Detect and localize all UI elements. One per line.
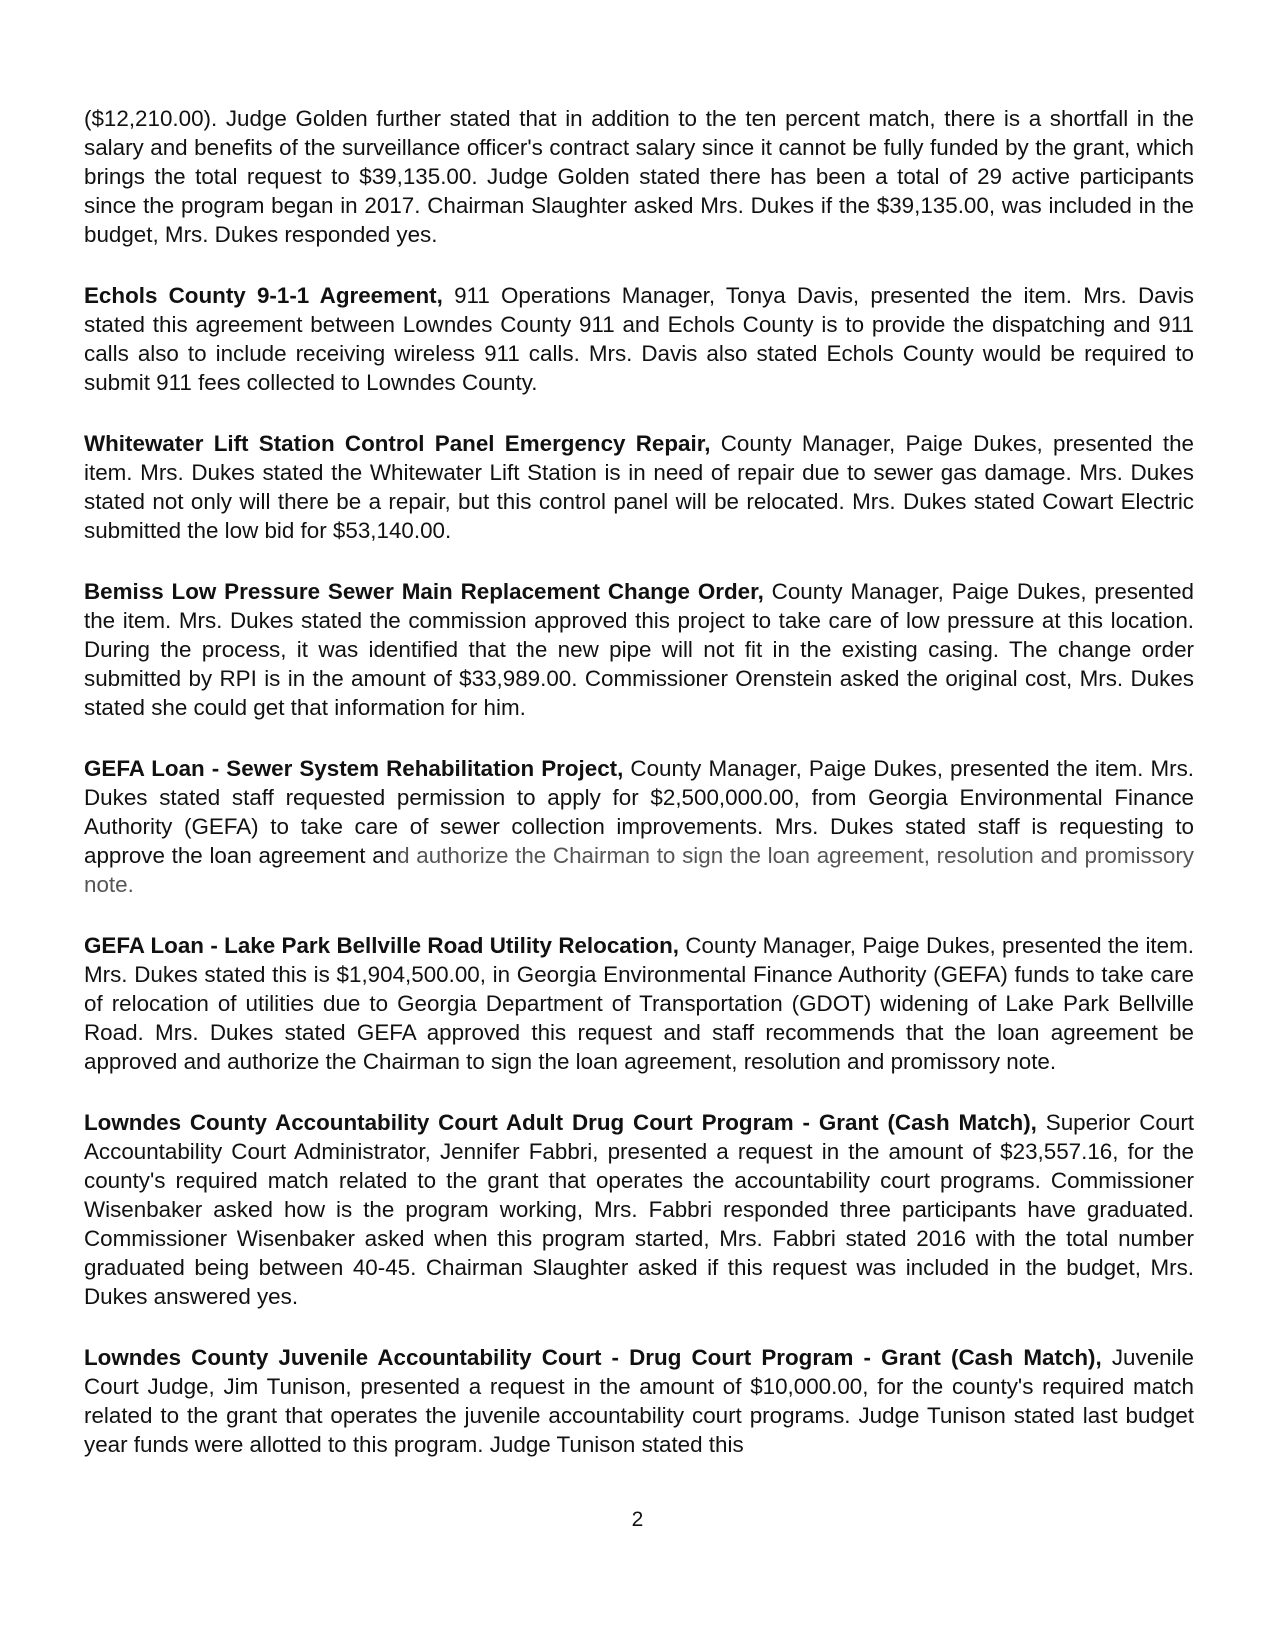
minutes-page	[84, 104, 1194, 1491]
paragraph-title: Bemiss Low Pressure Sewer Main Replacement Change Order,	[84, 579, 764, 604]
paragraph-title: GEFA Loan - Lake Park Bellville Road Utility Relocation,	[84, 933, 679, 958]
page-number: 2	[631, 1508, 644, 1531]
paragraph-text: County Manager, Paige Dukes, presented the item. Mrs. Dukes stated staff requested permission to apply for $2,500,000.00, from Georgia Environmental Finance Authority (GEFA) to take care of sewer collection improvements. Mrs. Dukes stated staff is requesting to approve the loan agreement an	[84, 756, 1194, 868]
paragraph-adult-drug-court	[84, 1108, 1194, 1311]
paragraph-continuation	[84, 104, 1194, 249]
paragraph-juvenile-drug-court	[84, 1343, 1194, 1459]
paragraph-title: Whitewater Lift Station Control Panel Emergency Repair,	[84, 431, 711, 456]
paragraph-text: County Manager, Paige Dukes, presented the item. Mrs. Dukes stated the Whitewater Lift Station is in need of repair due to sewer gas damage. Mrs. Dukes stated not only will there be a repair, but this control panel will be relocated. Mrs. Dukes stated Cowart Electric submitted the low bid for $53,140.00.	[84, 431, 1194, 543]
paragraph-text: Superior Court Accountability Court Administrator, Jennifer Fabbri, presented a request in the amount of $23,557.16, for the county's required match related to the grant that operates the accountability court programs. Commissioner Wisenbaker asked how is the program working, Mrs. Fabbri responded three participants have graduated. Commissioner Wisenbaker asked when this program started, Mrs. Fabbri stated 2016 with the total number graduated being between 40-45. Chairman Slaughter asked if this request was included in the budget, Mrs. Dukes answered yes.	[84, 1110, 1194, 1309]
paragraph-text: County Manager, Paige Dukes, presented the item. Mrs. Dukes stated the commission approved this project to take care of low pressure at this location. During the process, it was identified that the new pipe will not fit in the existing casing. The change order submitted by RPI is in the amount of $33,989.00. Commissioner Orenstein asked the original cost, Mrs. Dukes stated she could get that information for him.	[84, 579, 1194, 720]
paragraph-title: Lowndes County Accountability Court Adult Drug Court Program - Grant (Cash Match),	[84, 1110, 1037, 1135]
paragraph-bemiss-sewer-change-order	[84, 577, 1194, 722]
paragraph-title: Lowndes County Juvenile Accountability Court - Drug Court Program - Grant (Cash Match),	[84, 1345, 1102, 1370]
paragraph-text: ($12,210.00). Judge Golden further stated that in addition to the ten percent match, there is a shortfall in the salary and benefits of the surveillance officer's contract salary since it cannot be fully funded by the grant, which brings the total request to $39,135.00. Judge Golden stated there has been a total of 29 active participants since the program began in 2017. Chairman Slaughter asked Mrs. Dukes if the $39,135.00, was included in the budget, Mrs. Dukes responded yes.	[84, 106, 1194, 247]
paragraph-text: Juvenile Court Judge, Jim Tunison, presented a request in the amount of $10,000.00, for the county's required match related to the grant that operates the juvenile accountability court programs. Judge Tunison stated last budget year funds were allotted to this program. Judge Tunison stated this	[84, 1345, 1195, 1457]
paragraph-gefa-sewer-rehab	[84, 754, 1194, 899]
paragraph-title: GEFA Loan - Sewer System Rehabilitation Project,	[84, 756, 624, 781]
paragraph-title: Echols County 9-1-1 Agreement,	[84, 283, 443, 308]
paragraph-text: County Manager, Paige Dukes, presented the item. Mrs. Dukes stated this is $1,904,500.00, in Georgia Environmental Finance Authority (GEFA) funds to take care of relocation of utilities due to Georgia Department of Transportation (GDOT) widening of Lake Park Bellville Road. Mrs. Dukes stated GEFA approved this request and staff recommends that the loan agreement be approved and authorize the Chairman to sign the loan agreement, resolution and promissory note.	[84, 933, 1194, 1074]
paragraph-text-faded: d authorize the Chairman to sign the loan agreement, resolution and promissory note.	[84, 843, 1194, 897]
paragraph-text: 911 Operations Manager, Tonya Davis, presented the item. Mrs. Davis stated this agreement between Lowndes County 911 and Echols County is to provide the dispatching and 911 calls also to include receiving wireless 911 calls. Mrs. Davis also stated Echols County would be required to submit 911 fees collected to Lowndes County.	[84, 283, 1194, 395]
paragraph-whitewater-lift-station	[84, 429, 1194, 545]
paragraph-gefa-lake-park-relocation	[84, 931, 1194, 1076]
paragraph-echols-911-agreement	[84, 281, 1194, 397]
